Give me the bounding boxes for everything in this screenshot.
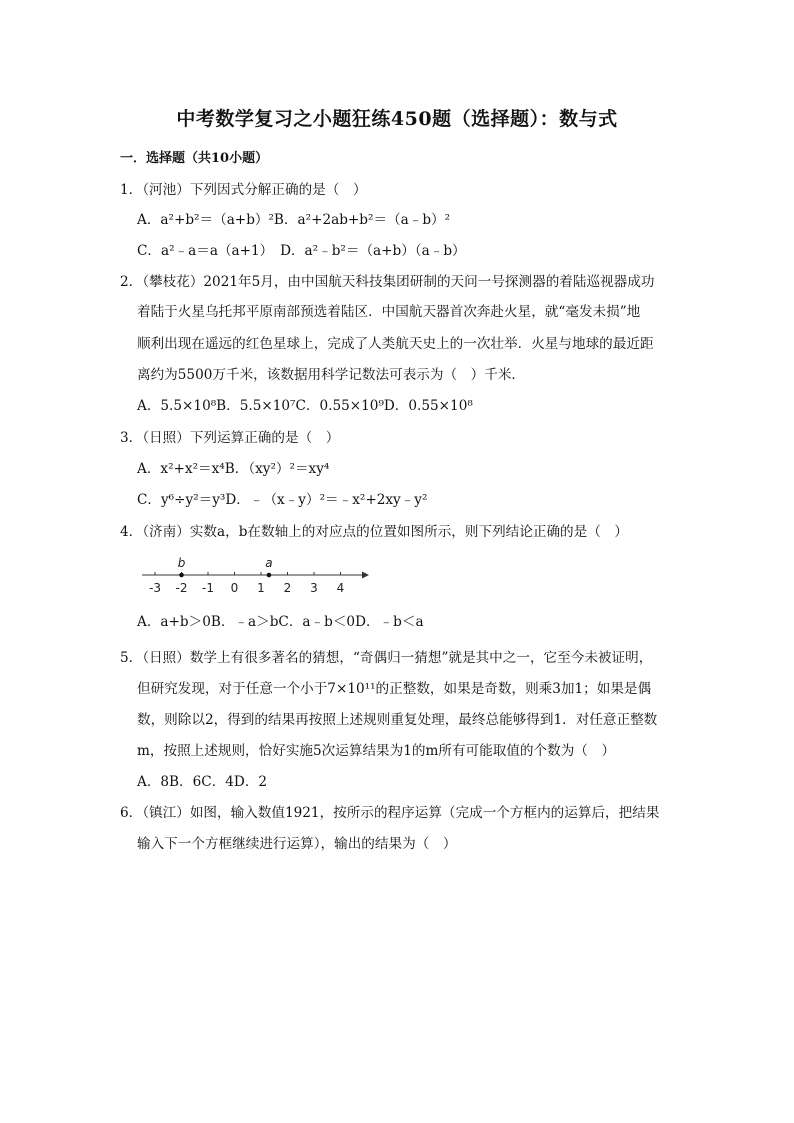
- q1-options-cd: C．a²﹣a＝a（a+1） D．a²﹣b²＝（a+b）（a﹣b）: [137, 243, 466, 259]
- q4-options: A．a+b＞0B．﹣a＞bC．a﹣b＜0D．﹣b＜a: [137, 614, 424, 630]
- number-line-figure: [140, 553, 370, 597]
- q5-line-4: m，按照上述规则，恰好实施5次运算结果为1的m所有可能取值的个数为（ ）: [137, 743, 616, 759]
- q2-line-1: 2．（攀枝花）2021年5月，由中国航天科技集团研制的天问一号探测器的着陆巡视器成功: [120, 274, 655, 290]
- q6-line-1: 6．（镇江）如图，输入数值1921，按所示的程序运算（完成一个方框内的运算后，把结果: [120, 805, 660, 821]
- q2-line-4: 离约为5500万千米，该数据用科学记数法可表示为（ ）千米．: [137, 367, 526, 383]
- q4-stem: 4．（济南）实数a，b在数轴上的对应点的位置如图所示，则下列结论正确的是（ ）: [120, 524, 629, 540]
- point-b-label: b: [177, 556, 186, 570]
- q5-line-3: 数，则除以2，得到的结果再按照上述规则重复处理，最终总能够得到1．对任意正整数: [137, 712, 658, 728]
- q1-stem: 1．（河池）下列因式分解正确的是（ ）: [120, 182, 367, 198]
- section-heading: 一．选择题（共10小题）: [120, 151, 269, 166]
- number-line-tick-label: 2: [283, 581, 292, 595]
- number-line-tick-label: -2: [175, 581, 188, 595]
- number-line-tick-label: 4: [336, 581, 345, 595]
- q1-options-ab: A．a²+b²＝（a+b）²B．a²+2ab+b²＝（a﹣b）²: [137, 212, 451, 228]
- q2-line-3: 顺利出现在遥远的红色星球上，完成了人类航天史上的一次壮举．火星与地球的最近距: [137, 336, 654, 352]
- point-b-dot: [179, 573, 184, 578]
- q6-line-2: 输入下一个方框继续进行运算），输出的结果为（ ）: [137, 836, 457, 852]
- page-title: 中考数学复习之小题狂练450题（选择题）：数与式: [176, 108, 618, 130]
- q3-options-cd: C．y⁶÷y²＝y³D．﹣（x﹣y）²＝﹣x²+2xy﹣y²: [137, 492, 428, 508]
- q5-line-1: 5．（日照）数学上有很多著名的猜想，“奇偶归一猜想”就是其中之一，它至今未被证明，: [120, 650, 653, 666]
- number-line-tick-label: 0: [230, 581, 239, 595]
- number-line-arrow: [362, 572, 369, 579]
- number-line-tick-label: 1: [257, 581, 265, 595]
- q5-line-2: 但研究发现，对于任意一个小于7×10¹¹的正整数，如果是奇数，则乘3加1；如果是偶: [137, 681, 652, 697]
- q3-stem: 3．（日照）下列运算正确的是（ ）: [120, 430, 340, 446]
- number-line-tick-label: -1: [202, 581, 214, 595]
- number-line-tick-label: 3: [310, 581, 318, 595]
- point-a-dot: [267, 573, 272, 578]
- point-a-label: a: [265, 556, 273, 570]
- number-line-tick-label: -3: [149, 581, 161, 595]
- q3-options-ab: A．x²+x²＝x⁴B．（xy²）²＝xy⁴: [137, 461, 330, 477]
- q2-line-2: 着陆于火星乌托邦平原南部预选着陆区．中国航天器首次奔赴火星，就“毫发未损”地: [137, 304, 641, 320]
- q5-options: A．8B．6C．4D．2: [137, 774, 268, 790]
- q2-options: A．5.5×10⁸B．5.5×10⁷C．0.55×10⁹D．0.55×10⁸: [137, 398, 473, 414]
